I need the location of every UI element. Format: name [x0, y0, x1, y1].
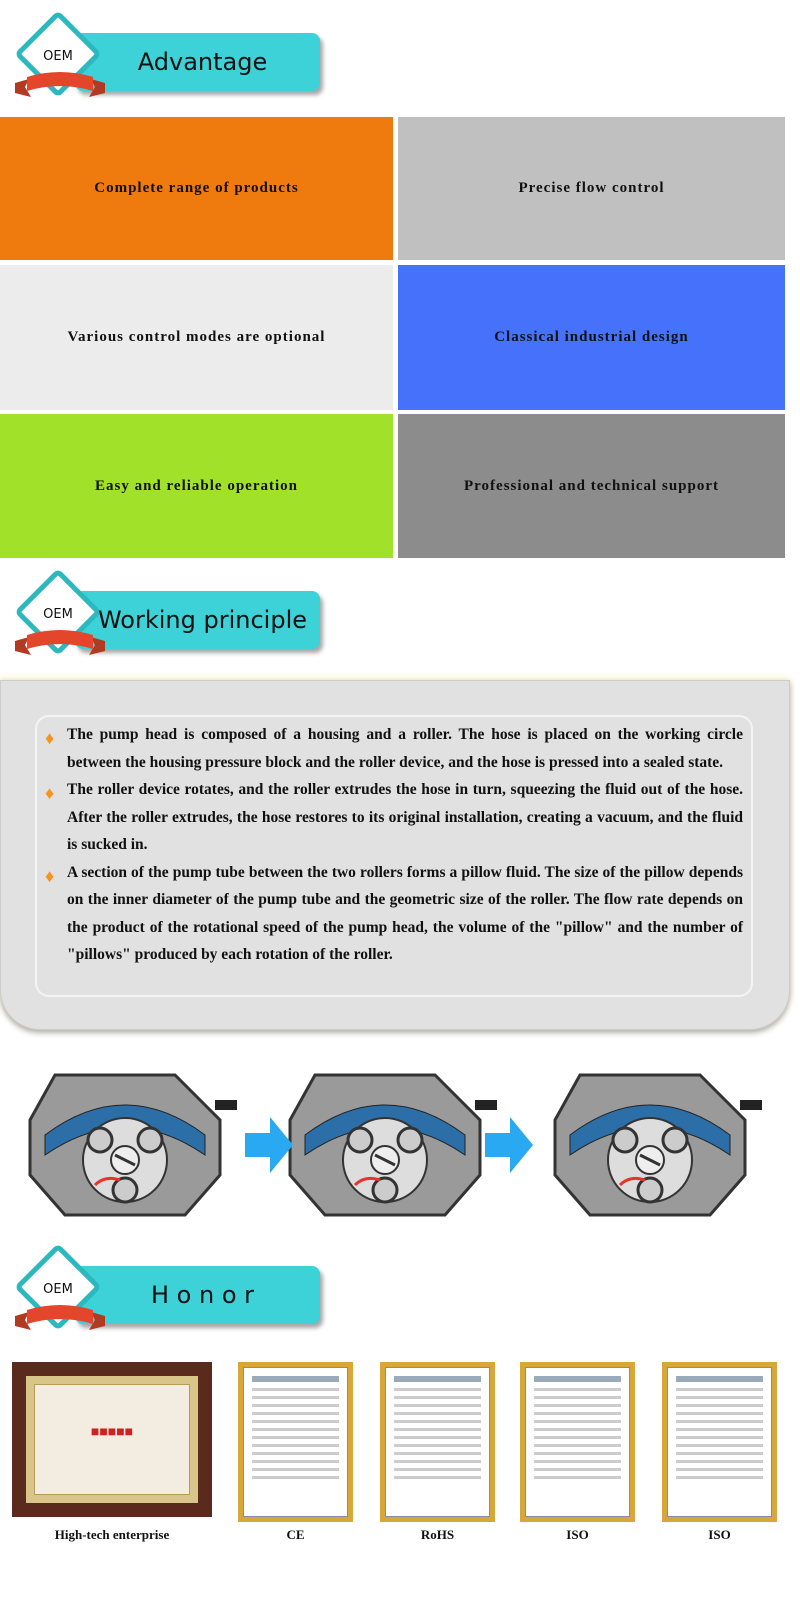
- principle-text: The pump head is composed of a housing and a roller. The hose is placed on the working circle between the housing pressure block and the roller device, and the hose is pressed into a sealed state.: [67, 726, 743, 771]
- advantage-card: [0, 265, 393, 410]
- diamond-bullet-icon: ♦: [45, 783, 55, 803]
- arrow-right-icon: [485, 1117, 533, 1173]
- advantage-card: [398, 265, 785, 410]
- certificate-image: [520, 1362, 635, 1522]
- advantage-label: Various control modes are optional: [67, 329, 326, 345]
- certificate-caption: ISO: [708, 1527, 731, 1542]
- advantage-card: [0, 414, 393, 558]
- advantage-label: Easy and reliable operation: [95, 477, 298, 494]
- principle-item: [45, 776, 743, 859]
- advantage-card: [0, 117, 393, 260]
- certificate-image: [662, 1362, 777, 1522]
- principle-text: A section of the pump tube between the two rollers forms a pillow fluid. The size of the pillow depends on the inner diameter of the pump tube and the geometric size of the roller. The flow rate depends on the product of the rotational speed of the pump head, the volume of the "pillow" and the number of "pillows" produced by each rotation of the roller.: [67, 863, 743, 963]
- certificate-image: [238, 1362, 353, 1522]
- pump-diagram: [0, 1055, 800, 1230]
- advantage-label: Complete range of products: [94, 180, 299, 196]
- advantage-label: Precise flow control: [518, 180, 665, 196]
- section-header-honor: [10, 1248, 325, 1323]
- section-title: Working principle: [97, 606, 308, 634]
- certificate-image: [380, 1362, 495, 1522]
- principle-item: [45, 721, 743, 776]
- oem-label: OEM: [43, 1282, 73, 1297]
- section-title: H o n o r: [150, 1281, 254, 1309]
- diamond-bullet-icon: ♦: [45, 728, 55, 748]
- section-header-advantage: [10, 15, 325, 90]
- advantage-card: [398, 117, 785, 260]
- section-header-principle: [10, 573, 325, 648]
- pump-head-illustration: [555, 1075, 762, 1215]
- arrow-right-icon: [245, 1117, 293, 1173]
- pump-head-illustration: [290, 1075, 497, 1215]
- advantage-card: [398, 414, 785, 558]
- oem-label: OEM: [43, 607, 73, 622]
- pump-head-illustration: [30, 1075, 237, 1215]
- certificate-caption: High-tech enterprise: [54, 1527, 170, 1542]
- advantage-label: Professional and technical support: [464, 477, 719, 494]
- certificate-caption: ISO: [566, 1527, 589, 1542]
- certificate-caption: CE: [286, 1527, 305, 1542]
- certificate-image: ■■■■■: [12, 1362, 212, 1517]
- diamond-bullet-icon: ♦: [45, 865, 55, 886]
- principle-list: [35, 715, 753, 997]
- principle-item: [45, 859, 743, 969]
- principle-text: The roller device rotates, and the roller extrudes the hose in turn, squeezing the fluid out of the hose. After the roller extrudes, the hose restores to its original installation, creating a vacuum, and the fluid is sucked in.: [67, 781, 743, 853]
- advantage-label: Classical industrial design: [494, 329, 689, 345]
- oem-label: OEM: [43, 49, 73, 64]
- certificate-caption: RoHS: [420, 1527, 455, 1542]
- section-title: Advantage: [137, 48, 268, 76]
